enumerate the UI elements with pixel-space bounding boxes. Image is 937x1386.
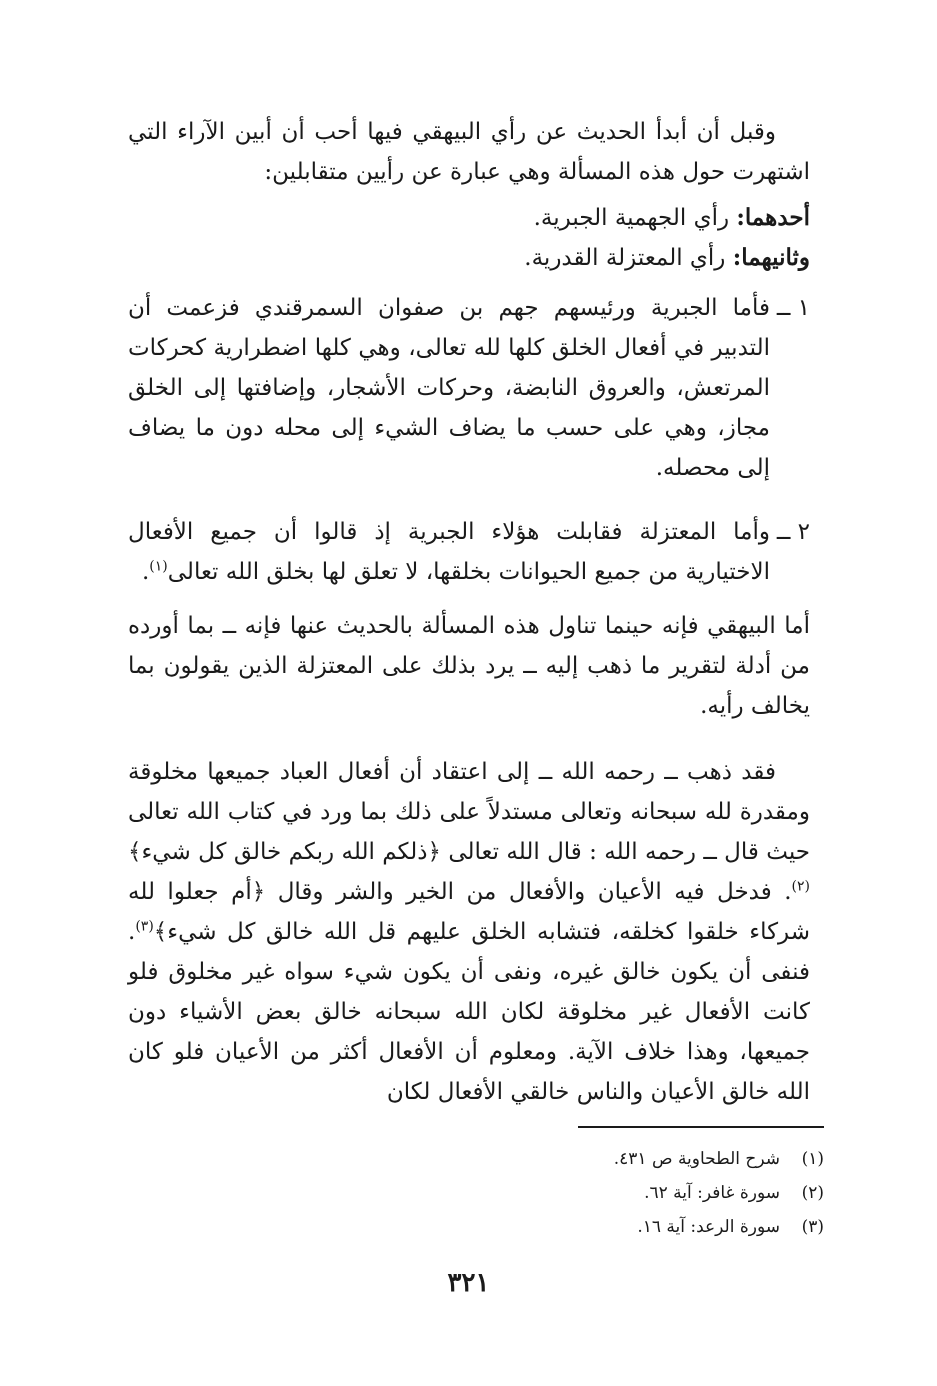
footnote-ref[interactable]: (٢) [791, 878, 810, 895]
final-paragraph [128, 752, 810, 1112]
footnote-text: سورة الرعد: آية ١٦. [637, 1217, 780, 1237]
final-text-part: . فدخل فيه الأعيان والأفعال من الخير والشر وقال ﴿أم جعلوا لله شركاء خلقوا كخلقه، فتشابه الخلق عليهم قل الله خالق كل شيء﴾ [128, 879, 810, 945]
footnote-number: (٣) [801, 1217, 824, 1237]
footnote-text: شرح الطحاوية ص ٤٣١. [613, 1149, 780, 1169]
footnote-item [340, 1210, 824, 1244]
item-number: ٢ ــ [776, 519, 810, 545]
view-text: رأي الجهمية الجبرية. [533, 205, 730, 231]
view-text: رأي المعتزلة القدرية. [524, 245, 726, 271]
footnote-number: (٢) [801, 1183, 824, 1203]
footnote-divider [578, 1126, 824, 1128]
footnote-item [340, 1142, 824, 1176]
footnote-item [340, 1176, 824, 1210]
view-item [128, 198, 810, 238]
spacer [128, 592, 810, 606]
bayhaqi-paragraph: أما البيهقي فإنه حينما تناول هذه المسألة بالحديث عنها فإنه ــ بما أورده من أدلة لتقرير ما ذهب إليه ــ يرد بذلك على المعتزلة الذين يقولون بما يخالف رأيه. [128, 613, 810, 719]
item-end: . [141, 559, 150, 585]
final-text-part: . فنفى أن يكون خالق غيره، ونفى أن يكون شيء سواه غير مخلوق فلو كانت الأفعال غير مخلوقة لكان الله سبحانه خالق بعض الأشياء دون جميعها، وهذا خلاف الآية. ومعلوم أن الأفعال أكثر من الأعيان فلو كان الله خالق الأعيان والناس خالقي الأفعال لكان [128, 919, 810, 1105]
footnote-number: (١) [801, 1149, 824, 1169]
view-label: أحدهما: [736, 204, 810, 231]
numbered-item [128, 512, 810, 592]
main-text [128, 112, 810, 1112]
item-text: فأما الجبرية ورئيسهم جهم بن صفوان السمرقندي فزعمت أن التدبير في أفعال الخلق كلها لله تعالى، وهي كلها اضطرارية كحركات المرتعش، والعروق النابضة، وحركات الأشجار، وإضافتها إلى الخلق مجاز، وهي على حسب ما يضاف الشيء إلى محله دون ما يضاف إلى محصله. [128, 295, 770, 481]
page-number: ٣٢١ [447, 1268, 490, 1298]
item-text: وأما المعتزلة فقابلت هؤلاء الجبرية إذ قالوا أن جميع الأفعال الاختيارية من جميع الحيوانات بخلقها، لا تعلق لها بخلق الله تعالى [128, 519, 770, 585]
footnote-text: سورة غافر: آية ٦٢. [644, 1183, 780, 1203]
footnote-ref[interactable]: (١) [149, 558, 168, 575]
spacer [128, 488, 810, 502]
intro-paragraph: وقبل أن أبدأ الحديث عن رأي البيهقي فيها أحب أن أبين الآراء التي اشتهرت حول هذه المسألة وهي عبارة عن رأيين متقابلين: [128, 119, 810, 185]
numbered-item [128, 288, 810, 488]
final-text-part: فقد ذهب ــ رحمه الله ــ إلى اعتقاد أن أفعال العباد جميعها مخلوقة ومقدرة لله سبحانه وتعالى مستدلاً على ذلك بما ورد في كتاب الله تعالى حيث قال ــ رحمه الله : قال الله تعالى ﴿ذلكم الله ربكم خالق كل شيء﴾ [128, 759, 810, 865]
spacer [128, 726, 810, 752]
item-number: ١ ــ [776, 295, 810, 321]
view-item [128, 238, 810, 278]
item-body [128, 512, 770, 592]
footnote-ref[interactable]: (٣) [135, 918, 154, 935]
footnotes [340, 1142, 824, 1244]
view-label: وثانيهما: [732, 244, 810, 271]
views-list [128, 198, 810, 278]
